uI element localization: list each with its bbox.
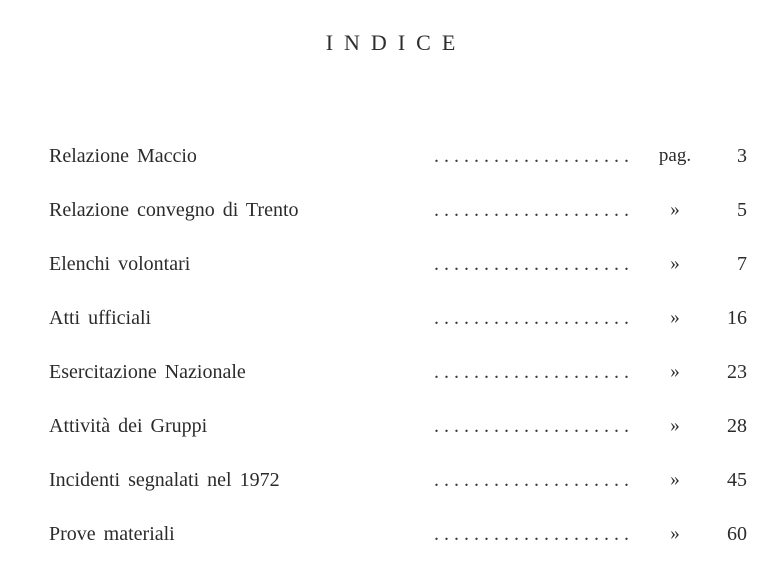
page-number: 45 — [727, 469, 747, 491]
toc-entry-label: Attività dei Gruppi — [49, 408, 213, 444]
page-number: 60 — [727, 523, 747, 545]
toc-entry-label: Incidenti segnalati nel 1972 — [49, 462, 286, 498]
page-marker: » — [670, 415, 680, 436]
page-number: 28 — [727, 415, 747, 437]
dot-leader: . . . . . . . . . . . . . . . . . . . . — [434, 523, 629, 545]
page-marker: » — [670, 361, 680, 382]
toc-entry — [49, 246, 747, 300]
toc-entry-label: Atti ufficiali — [49, 300, 157, 336]
page-title: INDICE — [325, 30, 467, 55]
dot-leader: . . . . . . . . . . . . . . . . . . . . — [434, 145, 629, 167]
dot-leader: . . . . . . . . . . . . . . . . . . . . — [434, 469, 629, 491]
page-number: 23 — [727, 361, 747, 383]
dot-leader: . . . . . . . . . . . . . . . . . . . . — [434, 415, 629, 437]
toc-entry — [49, 138, 747, 192]
page-marker: » — [670, 523, 680, 544]
dot-leader: . . . . . . . . . . . . . . . . . . . . — [434, 253, 629, 275]
page-marker: » — [670, 253, 680, 274]
page-number: 3 — [737, 145, 747, 167]
toc-entry — [49, 408, 747, 462]
page-marker: » — [670, 469, 680, 490]
page-marker: » — [670, 307, 680, 328]
page-marker: pag. — [658, 145, 692, 166]
page-number: 7 — [737, 253, 747, 275]
toc-entry-label: Esercitazione Nazionale — [49, 354, 252, 390]
toc-entry-label: Prove materiali — [49, 516, 181, 552]
dot-leader: . . . . . . . . . . . . . . . . . . . . — [434, 307, 629, 329]
dot-leader: . . . . . . . . . . . . . . . . . . . . — [434, 199, 629, 221]
toc-entry-label: Relazione Maccio — [49, 138, 203, 174]
toc-entry-label: Elenchi volontari — [49, 246, 196, 282]
toc-entry — [49, 516, 747, 570]
toc-entry-label: Relazione convegno di Trento — [49, 192, 305, 228]
table-of-contents — [49, 138, 747, 570]
toc-entry — [49, 300, 747, 354]
toc-entry — [49, 462, 747, 516]
toc-entry — [49, 192, 747, 246]
toc-entry — [49, 354, 747, 408]
dot-leader: . . . . . . . . . . . . . . . . . . . . — [434, 361, 629, 383]
page-number: 5 — [737, 199, 747, 221]
page-number: 16 — [727, 307, 747, 329]
page-marker: » — [670, 199, 680, 220]
